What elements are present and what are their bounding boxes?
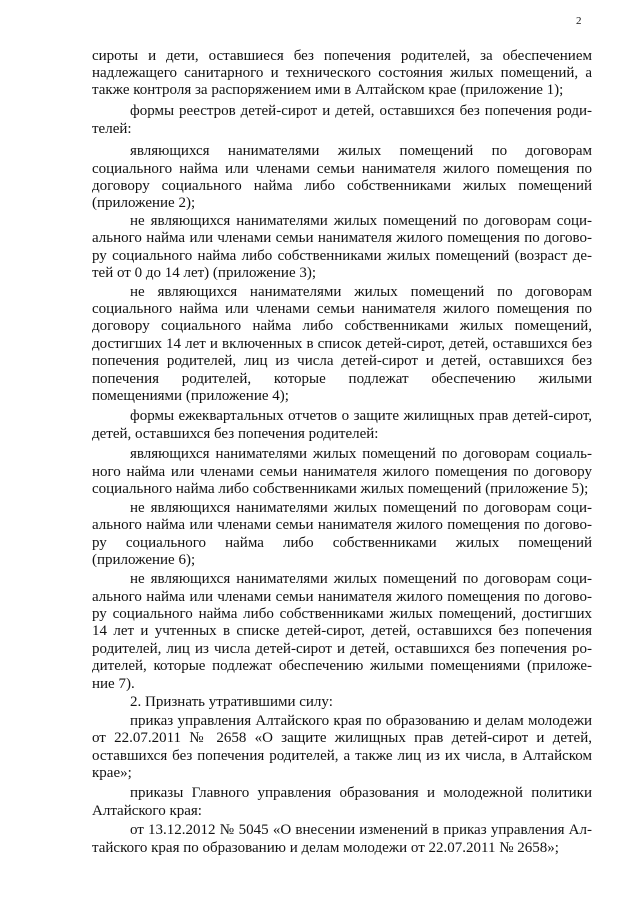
text-line: социального найма или членами семьи нанимателя жилого помещения по [92,161,592,177]
text-line: формы реестров детей-сирот и детей, оставшихся без попечения роди- [130,103,592,119]
text-line: не являющихся нанимателями жилых помещений по договорам соци- [130,213,592,229]
text-line: 2. Признать утратившими силу: [130,694,333,710]
text-line: телей: [92,121,132,137]
text-line: являющихся нанимателями жилых помещений по договорам социаль- [130,446,592,462]
text-line: оставшихся без попечения родителей, а также лиц из их числа, в Алтайском [92,748,592,764]
text-line: от 22.07.2011 № 2658 «О защите жилищных прав детей-сирот и детей, [92,730,592,746]
page-number: 2 [576,15,582,27]
text-line: дителей, которые подлежат обеспечению жилыми помещениями (приложе- [92,658,592,674]
text-line: ного найма или членами семьи нанимателя жилого помещения по договору [92,464,592,480]
text-line: достигших 14 лет и включенных в список детей-сирот, детей, оставшихся без [92,336,592,352]
text-line: не являющихся нанимателями жилых помещений по договорам соци- [130,500,592,516]
text-line: формы ежеквартальных отчетов о защите жилищных прав детей-сирот, [130,408,592,424]
text-line: крае»; [92,765,132,781]
text-line: (приложение 6); [92,552,196,568]
text-line: от 13.12.2012 № 5045 «О внесении изменений в приказ управления Ал- [130,822,592,838]
text-line: помещениями (приложение 4); [92,388,289,404]
text-line: ние 7). [92,676,135,692]
text-line: ального найма или членами семьи нанимателя жилого помещения по догово- [92,589,592,605]
text-line: Алтайского края: [92,803,202,819]
text-line: ру социального найма либо собственниками жилых помещений (возраст де- [92,248,592,264]
text-line: ального найма или членами семьи нанимателя жилого помещения по догово- [92,517,592,533]
text-line: (приложение 2); [92,195,196,211]
text-line: также контроля за распоряжением ими в Алтайском крае (приложение 1); [92,82,564,98]
text-line: надлежащего санитарного и технического состояния жилых помещений, а [92,65,592,81]
text-line: попечения родителей, которые подлежат обеспечению жилыми [92,371,592,387]
text-line: родителей, лиц из числа детей-сирот и детей, оставшихся без попечения ро- [92,641,592,657]
text-line: договору социального найма либо собственниками жилых помещений [92,178,592,194]
text-line: социального найма или членами семьи нанимателя жилого помещения по [92,301,592,317]
text-line: приказы Главного управления образования и молодежной политики [130,785,592,801]
text-line: не являющихся нанимателями жилых помещений по договорам [130,284,592,300]
text-line: являющихся нанимателями жилых помещений по договорам [130,143,592,159]
text-line: не являющихся нанимателями жилых помещений по договорам соци- [130,571,592,587]
text-line: ру социального найма либо собственниками жилых помещений [92,535,592,551]
text-line: социального найма либо собственниками жилых помещений (приложение 5); [92,481,589,497]
text-line: тайского края по образованию и делам молодежи от 22.07.2011 № 2658»; [92,840,559,856]
text-line: попечения родителей, лиц из числа детей-сирот и детей, оставшихся без [92,353,592,369]
text-line: ру социального найма либо собственниками жилых помещений, достигших [92,606,592,622]
text-line: приказ управления Алтайского края по образованию и делам молодежи [130,713,592,729]
text-line: договору социального найма либо собственниками жилых помещений, [92,318,592,334]
text-line: ального найма или членами семьи нанимателя жилого помещения по догово- [92,230,592,246]
text-line: детей, оставшихся без попечения родителей: [92,426,379,442]
text-line: 14 лет и учтенных в списке детей-сирот, детей, оставшихся без попечения [92,623,592,639]
text-line: тей от 0 до 14 лет) (приложение 3); [92,265,317,281]
text-line: сироты и дети, оставшиеся без попечения родителей, за обеспечением [92,48,592,64]
